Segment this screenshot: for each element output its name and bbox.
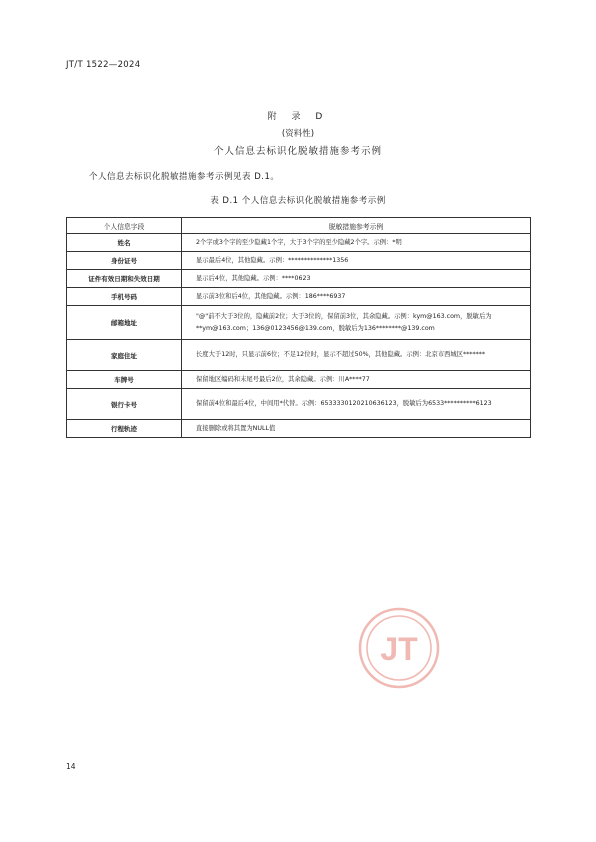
table-header-row bbox=[67, 218, 531, 234]
row-field: 证件有效日期和失效日期 bbox=[67, 270, 182, 288]
svg-text:JT: JT bbox=[380, 631, 418, 667]
row-field: 身份证号 bbox=[67, 252, 182, 270]
page-number: 14 bbox=[66, 762, 76, 771]
row-field: 行程轨迹 bbox=[67, 420, 182, 438]
row-measure: 显示后4位，其他隐藏。示例：****0623 bbox=[182, 270, 531, 288]
row-measure: 显示前3位和后4位，其他隐藏。示例：186****6937 bbox=[182, 288, 531, 306]
row-measure: 直接删除或将其置为NULL值 bbox=[182, 420, 531, 438]
row-field: 家庭住址 bbox=[67, 340, 182, 371]
table-row bbox=[67, 288, 531, 306]
row-measure: 长度大于12时，只显示前6位；不足12位时，显示不超过50%，其他隐藏。示例：北京市西城区******* bbox=[182, 340, 531, 371]
row-field: 姓名 bbox=[67, 234, 182, 252]
table-caption: 表 D.1 个人信息去标识化脱敏措施参考示例 bbox=[210, 196, 386, 206]
appendix-label: 附 录 D bbox=[267, 112, 329, 122]
appendix-nature: (资料性) bbox=[281, 129, 315, 139]
table-row bbox=[67, 270, 531, 288]
table-row bbox=[67, 306, 531, 340]
row-field: 手机号码 bbox=[67, 288, 182, 306]
row-measure: 保留地区编码和末尾号最后2位，其余隐藏。示例：川A****77 bbox=[182, 371, 531, 389]
row-measure: "@"前不大于3位的，隐藏前2位；大于3位的，保留前3位，其余隐藏。示例：kym@163.com，脱敏后为**ym@163.com；136@0123456@139.com，脱敏后为136********@139.com bbox=[182, 306, 531, 340]
standard-code: JT/T 1522—2024 bbox=[66, 60, 141, 70]
table-row bbox=[67, 234, 531, 252]
row-field: 车牌号 bbox=[67, 371, 182, 389]
table-row bbox=[67, 371, 531, 389]
intro-paragraph: 个人信息去标识化脱敏措施参考示例见表 D.1。 bbox=[89, 172, 280, 182]
row-measure: 2个字或3个字的至少隐藏1个字，大于3个字的至少隐藏2个字。示例：*明 bbox=[182, 234, 531, 252]
appendix-title: 个人信息去标识化脱敏措施参考示例 bbox=[213, 146, 382, 157]
row-field: 银行卡号 bbox=[67, 389, 182, 420]
row-measure: 保留前4位和最后4位，中间用*代替。示例：6533330120210636123，脱敏后为6533**********6123 bbox=[182, 389, 531, 420]
row-field: 邮箱地址 bbox=[67, 306, 182, 340]
header-measure: 脱敏措施参考示例 bbox=[182, 218, 531, 234]
desensitization-table bbox=[66, 217, 531, 438]
row-measure: 显示最后4位，其他隐藏。示例：**************1356 bbox=[182, 252, 531, 270]
header-field: 个人信息字段 bbox=[67, 218, 182, 234]
jt-seal-watermark bbox=[358, 607, 440, 689]
table-row bbox=[67, 340, 531, 371]
jt-seal-icon bbox=[360, 609, 438, 687]
table-row bbox=[67, 252, 531, 270]
table-row bbox=[67, 389, 531, 420]
table-row bbox=[67, 420, 531, 438]
